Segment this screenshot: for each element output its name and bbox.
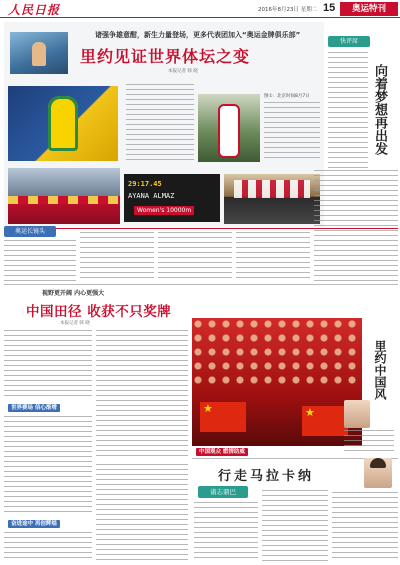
section-tag: 奥运特刊 <box>340 2 398 16</box>
left-feature-tag: 奥运长镜头 <box>4 226 56 237</box>
author-avatar <box>344 400 370 428</box>
columnist-avatar <box>364 458 392 488</box>
mid-text-1 <box>80 232 154 282</box>
article3-headline: 行走马拉卡纳 <box>218 469 315 484</box>
feature-caption-text <box>264 102 320 162</box>
scoreboard-time: 29:17.45 <box>128 180 162 188</box>
page-number: 15 <box>323 2 336 14</box>
article2-col-5 <box>96 464 188 562</box>
photo-sprinter <box>8 86 118 161</box>
mid-text-2 <box>158 232 232 282</box>
article2-kicker: 视野更开阔 内心更强大 <box>42 290 105 297</box>
article2-headline: 中国田径 收获不只奖牌 <box>26 304 172 320</box>
newspaper-logo: 人民日报 <box>8 3 61 17</box>
right-text-1 <box>314 170 398 282</box>
photo-team <box>8 168 120 224</box>
feature-kicker: 诸强争雄意酣，新生力量登场，更多代表团加入“奥运金牌俱乐部” <box>95 31 301 39</box>
feature-headline: 里约见证世界体坛之变 <box>80 47 251 66</box>
archery-caption: 图①：北京时间8月7日 <box>264 94 310 99</box>
left-text-1 <box>4 240 76 282</box>
feature-byline: 本报记者 韩 晓 <box>168 69 198 74</box>
comment-title: 向着梦想再出发 <box>372 64 387 155</box>
article3-col-3 <box>332 492 398 562</box>
masthead <box>0 0 400 18</box>
flag-icon <box>200 402 246 432</box>
scoreboard-event: Women's 10000m <box>134 206 194 215</box>
photo-archery <box>198 94 260 162</box>
article3-col-1 <box>194 502 258 562</box>
crowd-faces <box>192 318 362 388</box>
feature-text-column-1 <box>126 84 194 162</box>
comment-tag: 快评席 <box>328 36 370 47</box>
article2-subhead-1: 世界赛场 信心渐增 <box>8 404 60 412</box>
article2-col-1 <box>4 330 92 400</box>
divider-2 <box>4 284 398 285</box>
article2-subhead-2: 奋进途中 再创辉煌 <box>8 520 60 528</box>
mid-text-3 <box>236 232 310 282</box>
photo-volleyball <box>224 174 320 224</box>
article3-tag: 诸志鼎巴 <box>198 486 248 498</box>
dateline: 2016年8月23日 星期二 <box>258 7 318 13</box>
article2-col-2 <box>96 330 188 460</box>
comment-text <box>328 52 368 172</box>
photo-essay-sub: 中国观众 燃情助威 <box>196 448 248 456</box>
article2-col-4 <box>4 532 92 562</box>
photo-essay-caption <box>344 430 394 452</box>
article3-col-2 <box>262 490 328 562</box>
photo-crowd <box>192 318 362 446</box>
article2-col-3 <box>4 416 92 516</box>
photo-scoreboard <box>124 174 220 222</box>
article2-byline: 本报记者 韩 晓 <box>60 321 90 326</box>
flag-icon <box>302 406 348 436</box>
photo-runner <box>10 32 68 74</box>
photo-essay-title: 里约中国风 <box>373 340 387 400</box>
scoreboard-athlete: AYANA ALMAZ <box>128 192 175 200</box>
